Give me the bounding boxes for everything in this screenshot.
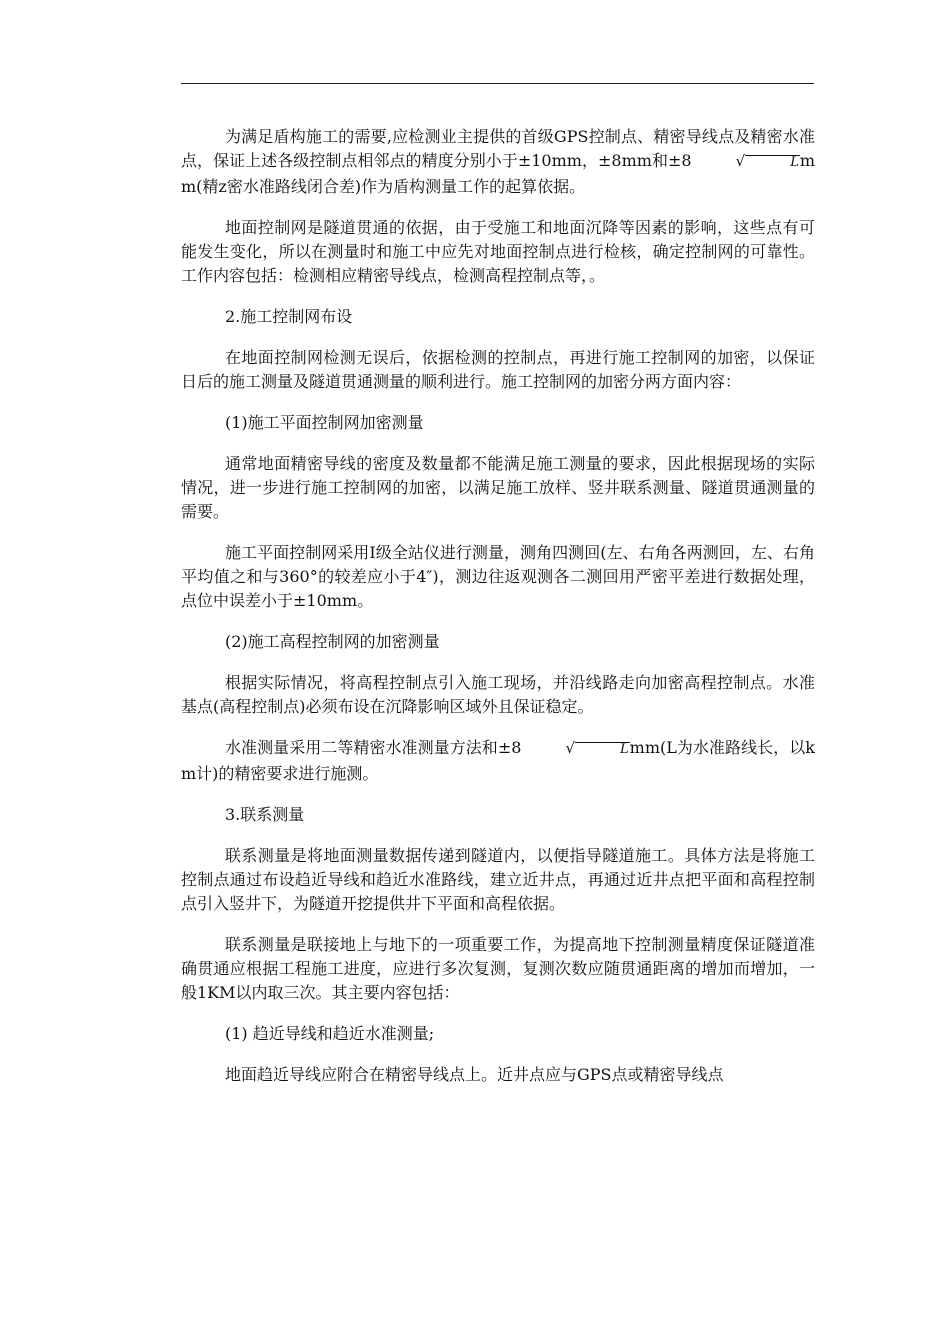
- paragraph-2: 地面控制网是隧道贯通的依据，由于受施工和地面沉降等因素的影响，这些点有可能发生变化，所以在测量时和施工中应先对地面控制点进行检核，确定控制网的可靠性。工作内容包括：检测相应精密导线点，检测高程控制点等，。: [181, 218, 815, 285]
- subsection-heading-3: (1) 趋近导线和趋近水准测量;: [225, 1024, 435, 1043]
- paragraph-10: 地面趋近导线应附合在精密导线点上。近井点应与GPS点或精密导线点: [225, 1065, 724, 1084]
- subsection-heading-2: (2)施工高程控制网的加密测量: [225, 632, 440, 651]
- subsection-heading-1: (1)施工平面控制网加密测量: [225, 413, 424, 432]
- paragraph-6: 根据实际情况，将高程控制点引入施工现场，并沿线路走向加密高程控制点。水准基点(高程控制点)必须布设在沉降影响区域外且保证稳定。: [181, 673, 815, 716]
- radicand-2: L: [575, 742, 630, 757]
- paragraph-1-text-b: mm(精z密水准路线闭合差)作为盾构测量工作的起算依据。: [181, 151, 815, 196]
- paragraph-1: [181, 125, 815, 199]
- paragraph-7-text-a: 水准测量采用二等精密水准测量方法和±8: [225, 738, 522, 757]
- paragraph-3: 在地面控制网检测无误后，依据检测的控制点，再进行施工控制网的加密，以保证日后的施工测量及隧道贯通测量的顺利进行。施工控制网的加密分两方面内容：: [181, 348, 815, 391]
- header-rule: [181, 83, 814, 84]
- paragraph-5: 施工平面控制网采用Ⅰ级全站仪进行测量，测角四测回(左、右角各两测回，左、右角平均值之和与360°的较差应小于4″)，测边往返观测各二测回用严密平差进行数据处理，点位中误差小于±10mm。: [181, 543, 815, 610]
- radical-sign: √: [735, 152, 746, 170]
- paragraph-8: 联系测量是将地面测量数据传递到隧道内，以便指导隧道施工。具体方法是将施工控制点通过布设趋近导线和趋近水准路线，建立近井点，再通过近井点把平面和高程控制点引入竖井下，为隧道开挖提供井下平面和高程依据。: [181, 846, 815, 913]
- sqrt-formula: [692, 149, 800, 175]
- paragraph-4: 通常地面精密导线的密度及数量都不能满足施工测量的要求，因此根据现场的实际情况，进一步进行施工控制网的加密，以满足施工放样、竖井联系测量、隧道贯通测量的需要。: [181, 454, 815, 521]
- paragraph-7-text-b: mm(L为水准路线长，以km计)的精密要求进行施测。: [181, 738, 815, 783]
- radical-sign-2: √: [565, 739, 575, 757]
- sqrt-formula-2: [521, 736, 629, 762]
- paragraph-7: [181, 736, 815, 786]
- document-body: [181, 125, 815, 1104]
- paragraph-9: 联系测量是联接地上与地下的一项重要工作，为提高地下控制测量精度保证隧道准确贯通应根据工程施工进度，应进行多次复测，复测次数应随贯通距离的增加而增加，一般1KM以内取三次。其主要内容包括：: [181, 935, 815, 1002]
- radicand: L: [745, 155, 800, 170]
- paragraph-1-text-a: 为满足盾构施工的需要,应检测业主提供的首级GPS控制点、精密导线点及精密水准点，保证上述各级控制点相邻点的精度分别小于±10mm，±8mm和±8: [181, 127, 815, 170]
- section-heading-3: 3.联系测量: [225, 805, 305, 824]
- section-heading-2: 2.施工控制网布设: [225, 307, 353, 326]
